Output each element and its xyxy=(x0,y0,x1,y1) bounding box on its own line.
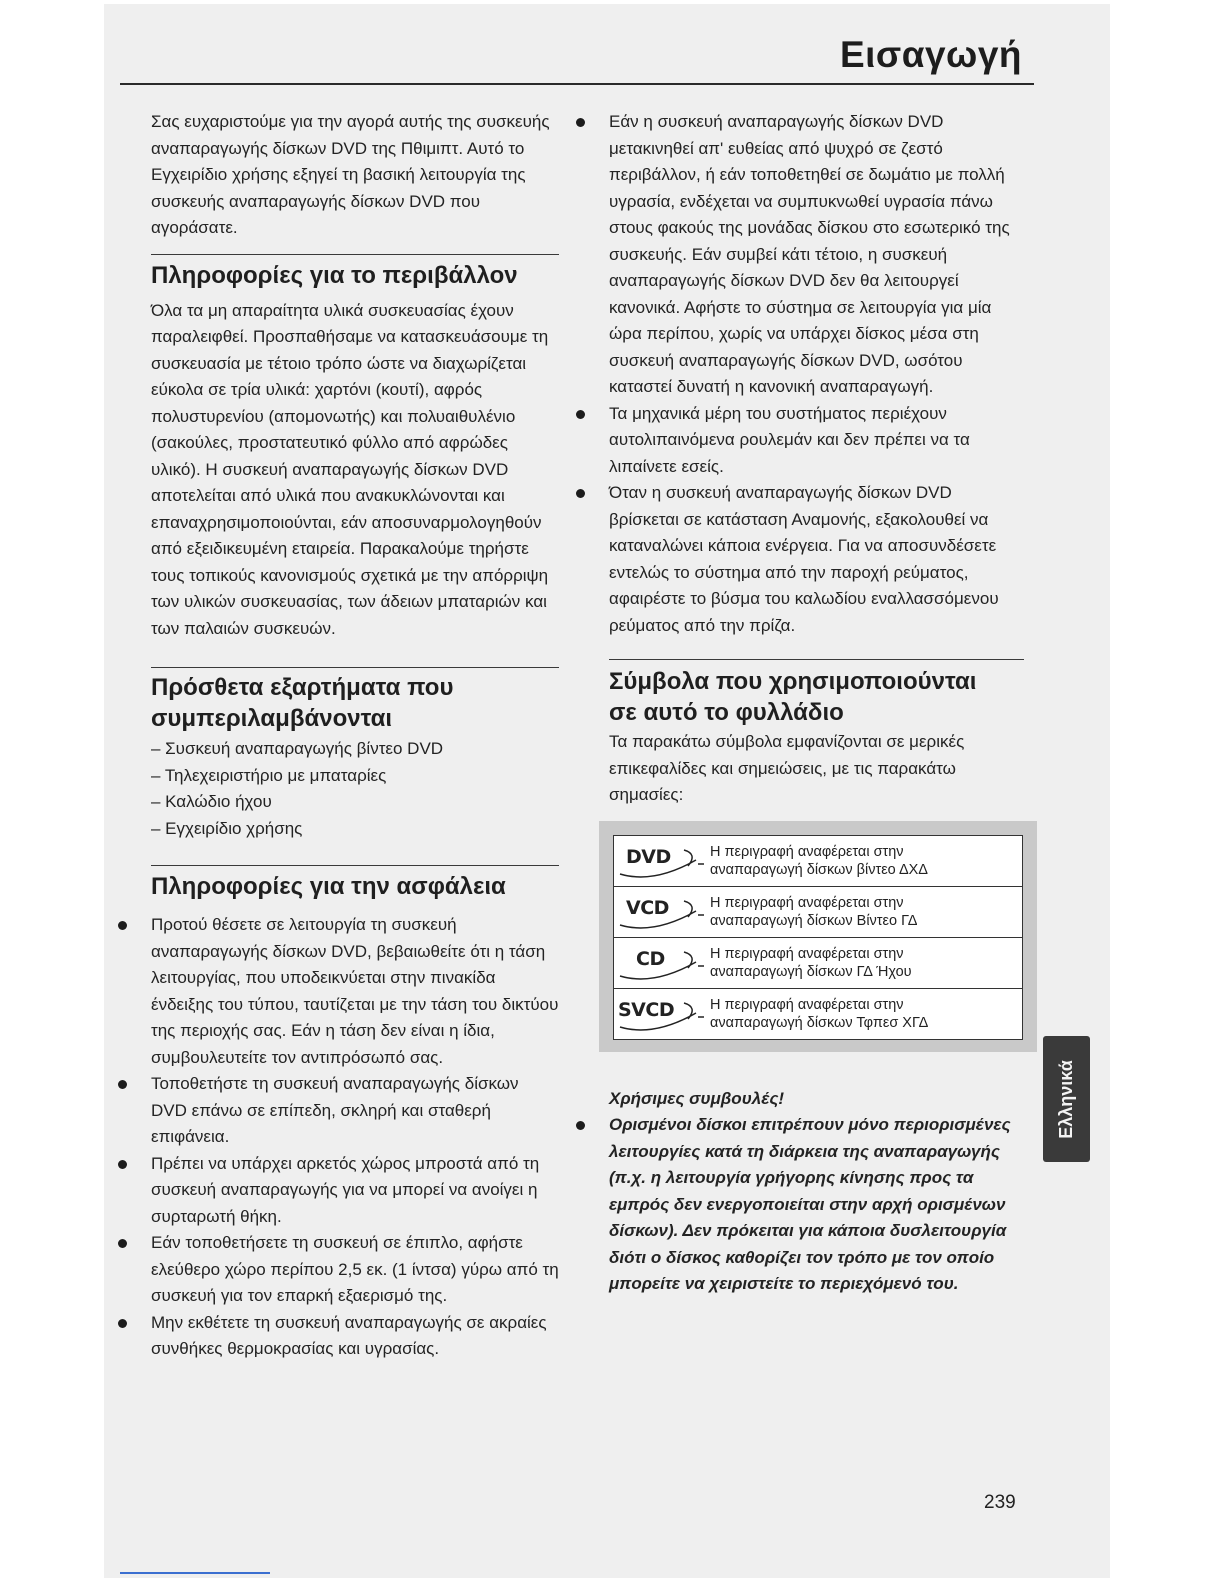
vcd-logo-label: VCD xyxy=(626,896,669,919)
tip-item: Ορισμένοι δίσκοι επιτρέπουν μόνο περιορισμένες λειτουργίες κατά τη διάρκεια της αναπαραγωγής (π.χ. η λειτουργία γρήγορης κίνησης προς τα εμπρός δεν ενεργοποιείται στην αρχή ορισμένων δίσκων). Δεν πρόκειται για κάποια δυσλειτουργία διότι ο δίσκος καθορίζει τον τρόπο με τον οποίο μπορείτε να χειριστείτε το περιεχόμενό του. xyxy=(609,1112,1024,1298)
section-divider xyxy=(151,667,559,668)
symbol-row-vcd xyxy=(614,887,1022,938)
language-tab xyxy=(1043,1036,1090,1162)
accessory-item: – Συσκευή αναπαραγωγής βίντεο DVD xyxy=(151,739,444,758)
symbols-box xyxy=(599,821,1037,1052)
accessory-item: – Καλώδιο ήχου xyxy=(151,792,272,811)
symbol-row-svcd xyxy=(614,989,1022,1039)
safety-heading: Πληροφορίες για την ασφάλεια xyxy=(151,873,506,900)
section-divider xyxy=(151,865,559,866)
cd-logo-icon xyxy=(614,938,706,988)
symbol-description-line: αναπαραγωγή δίσκων Τφπεσ ΧΓΔ xyxy=(710,1014,929,1031)
cd-logo-label: CD xyxy=(636,947,665,970)
symbol-description-line: Η περιγραφή αναφέρεται στην xyxy=(710,996,904,1013)
accessories-heading-line1: Πρόσθετα εξαρτήματα που xyxy=(151,674,454,701)
page-title: Εισαγωγή xyxy=(839,34,1022,75)
symbol-description xyxy=(706,843,928,879)
left-column xyxy=(151,109,559,1363)
symbols-table xyxy=(613,835,1023,1040)
safety-item: Όταν η συσκευή αναπαραγωγής δίσκων DVD βρίσκεται σε κατάσταση Αναμονής, εξακολουθεί να καταναλώνει κάποια ενέργεια. Για να αποσυνδέσετε εντελώς το σύστημα από την παροχή ρεύματος, αφαιρέστε το βύσμα του καλωδίου εναλλασσόμενου ρεύματος από την πρίζα. xyxy=(609,480,1024,639)
safety-item: Πρέπει να υπάρχει αρκετός χώρος μπροστά από τη συσκευή αναπαραγωγής για να μπορεί να ανοίγει η συρταρωτή θήκη. xyxy=(151,1151,559,1231)
symbol-description xyxy=(706,996,928,1032)
tips-title: Χρήσιμες συμβουλές! xyxy=(609,1088,785,1108)
language-tab-label: Ελληνικά xyxy=(1056,1059,1077,1139)
dvd-logo-icon xyxy=(614,836,706,886)
accessories-heading-line2: συμπεριλαμβάνονται xyxy=(151,705,393,732)
symbols-heading xyxy=(609,666,1024,728)
environment-text: Όλα τα μη απαραίτητα υλικά συσκευασίας έχουν παραλειφθεί. Προσπαθήσαμε να κατασκευάσουμε τη συσκευασία με τέτοιο τρόπο ώστε να διαχωρίζεται εύκολα σε τρία υλικά: χαρτόνι (κουτί), αφρός πολυστυρενίου (απομονωτής) και πολυαιθυλένιο (σακούλες, προστατευτικό φύλλο από αφρώδες υλικό). Η συσκευή αναπαραγωγής δίσκων DVD αποτελείται από υλικά που ανακυκλώνονται και επαναχρησιμοποιούνται, εάν αποσυναρμολογηθούν από εξειδικευμένη εταιρεία. Παρακαλούμε τηρήστε τους τοπικούς κανονισμούς σχετικά με την απόρριψη των υλικών συσκευασίας, των άδειων μπαταριών και των παλαιών συσκευών. xyxy=(151,300,549,638)
safety-item: Εάν η συσκευή αναπαραγωγής δίσκων DVD μετακινηθεί απ' ευθείας από ψυχρό σε ζεστό περιβάλλον, ή εάν τοποθετηθεί σε δωμάτιο με πολλή υγρασία, ενδέχεται να συμπυκνωθεί υγρασία πάνω στους φακούς της μονάδας δίσκου στο εσωτερικό της συσκευής. Εάν συμβεί κάτι τέτοιο, η συσκευή αναπαραγωγής δίσκων DVD δεν θα λειτουργεί κανονικά. Αφήστε το σύστημα σε λειτουργία για μία ώρα περίπου, χωρίς να υπάρχει δίσκος μέσα στη συσκευή αναπαραγωγής δίσκων DVD, ωσότου καταστεί δυνατή η κανονική αναπαραγωγή. xyxy=(609,109,1024,401)
manual-page xyxy=(104,4,1110,1578)
symbols-heading-line2: σε αυτό το φυλλάδιο xyxy=(609,699,844,726)
accessory-item: – Εγχειρίδιο χρήσης xyxy=(151,818,303,838)
intro-paragraph: Σας ευχαριστούμε για την αγορά αυτής της συσκευής αναπαραγωγής δίσκων DVD της Πθιμιπτ. Αυτό το Εγχειρίδιο χρήσης εξηγεί τη βασική λειτουργία της συσκευής αναπαραγωγής δίσκων DVD που αγοράσατε. xyxy=(151,112,550,237)
symbol-description xyxy=(706,945,912,981)
accessories-list xyxy=(151,736,559,842)
accessory-item: – Τηλεχειριστήριο με μπαταρίες xyxy=(151,765,387,785)
safety-list xyxy=(151,912,559,1363)
symbols-intro: Τα παρακάτω σύμβολα εμφανίζονται σε μερικές επικεφαλίδες και σημειώσεις, με τις παρακάτω σημασίες: xyxy=(609,732,965,804)
symbol-row-dvd xyxy=(614,836,1022,887)
symbol-description-line: αναπαραγωγή δίσκων βίντεο ΔΧΔ xyxy=(710,861,928,878)
safety-item: Μην εκθέτετε τη συσκευή αναπαραγωγής σε ακραίες συνθήκες θερμοκρασίας και υγρασίας. xyxy=(151,1310,559,1363)
symbol-row-cd xyxy=(614,938,1022,989)
safety-item: Προτού θέσετε σε λειτουργία τη συσκευή αναπαραγωγής δίσκων DVD, βεβαιωθείτε ότι η τάση λειτουργίας, που υποδεικνύεται στην πινακίδα ένδειξης του τύπου, ταυτίζεται με την τάση του δικτύου της περιοχής σας. Εάν η τάση δεν είναι η ίδια, συμβουλευτείτε τον αντιπρόσωπό σας. xyxy=(151,912,559,1071)
page-number: 239 xyxy=(984,1492,1016,1513)
vcd-logo-icon xyxy=(614,887,706,937)
symbol-description xyxy=(706,894,917,930)
symbol-description-line: Η περιγραφή αναφέρεται στην xyxy=(710,843,904,860)
environment-heading: Πληροφορίες για το περιβάλλον xyxy=(151,261,518,289)
section-divider xyxy=(609,659,1024,660)
symbol-description-line: αναπαραγωγή δίσκων Βίντεο ΓΔ xyxy=(710,912,918,929)
section-divider xyxy=(151,254,559,255)
symbol-description-line: αναπαραγωγή δίσκων ΓΔ Ήχου xyxy=(710,963,912,980)
dvd-logo-label: DVD xyxy=(626,845,671,868)
safety-item: Εάν τοποθετήσετε τη συσκευή σε έπιπλο, αφήστε ελεύθερο χώρο περίπου 2,5 εκ. (1 ίντσα) γύρω από τη συσκευή για τον επαρκή εξαερισμό της. xyxy=(151,1230,559,1310)
safety-item: Τοποθετήστε τη συσκευή αναπαραγωγής δίσκων DVD επάνω σε επίπεδη, σκληρή και σταθερή επιφάνεια. xyxy=(151,1071,559,1151)
accessories-heading xyxy=(151,672,559,734)
symbol-description-line: Η περιγραφή αναφέρεται στην xyxy=(710,894,904,911)
symbols-heading-line1: Σύμβολα που χρησιμοποιούνται xyxy=(609,668,977,695)
svcd-logo-icon xyxy=(614,989,706,1039)
title-rule xyxy=(120,83,1034,85)
edge-line xyxy=(120,1572,270,1574)
svcd-logo-label: SVCD xyxy=(618,998,675,1021)
tips-list xyxy=(609,1112,1024,1298)
safety-list-continued xyxy=(609,109,1024,639)
symbol-description-line: Η περιγραφή αναφέρεται στην xyxy=(710,945,904,962)
right-column xyxy=(609,109,1024,1298)
safety-item: Τα μηχανικά μέρη του συστήματος περιέχουν αυτολιπαινόμενα ρουλεμάν και δεν πρέπει να τα λιπαίνετε εσείς. xyxy=(609,401,1024,481)
